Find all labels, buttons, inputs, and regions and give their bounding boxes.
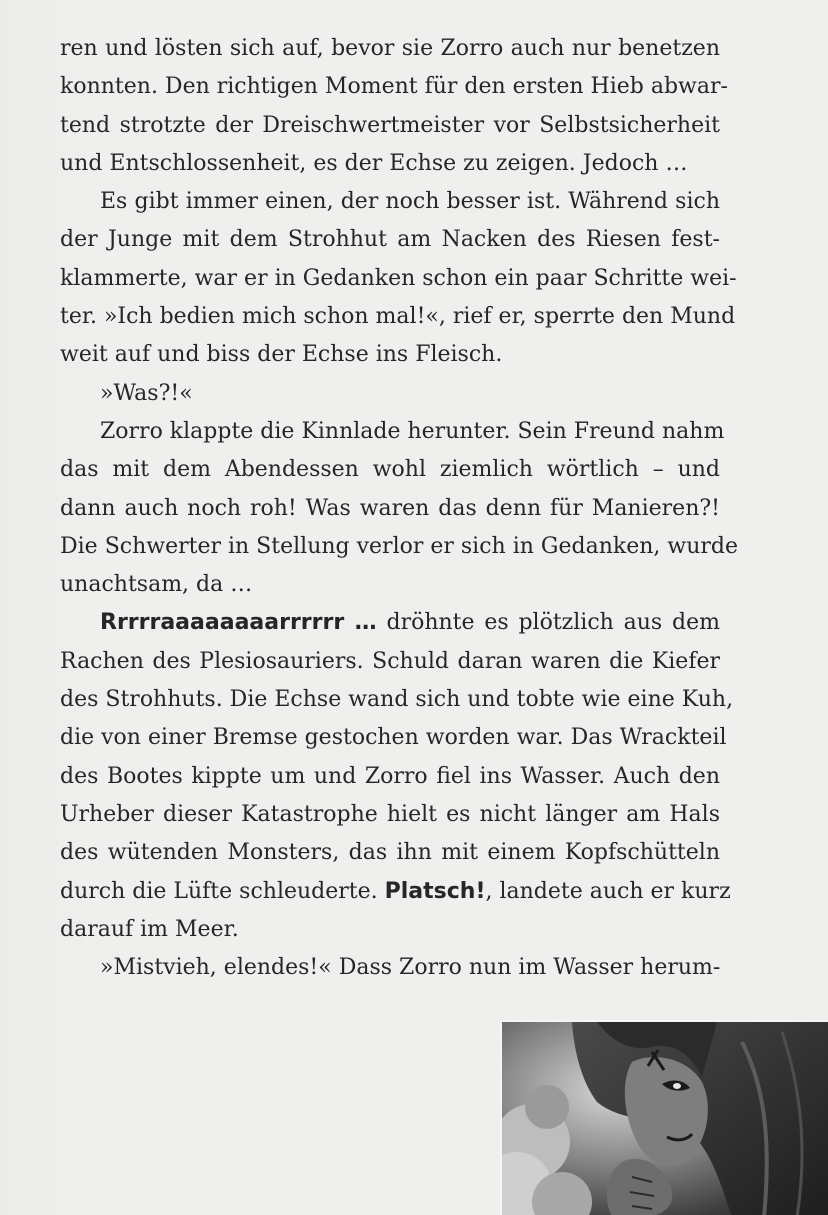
text-line: klammerte, war er in Gedanken schon ein paar Schritte wei- — [60, 265, 737, 291]
text-line: Die Schwerter in Stellung verlor er sich in Gedanken, wurde — [60, 533, 738, 559]
text-line: ren und lösten sich auf, bevor sie Zorro auch nur benetzen — [60, 36, 720, 61]
text-line: das mit dem Abendessen wohl ziemlich wörtlich – und — [60, 457, 720, 483]
text-line: Urheber dieser Katastrophe hielt es nicht länger am Hals — [60, 801, 720, 827]
text-line: des Strohhuts. Die Echse wand sich und tobte wie eine Kuh, — [60, 687, 734, 713]
text-line: dann auch noch roh! Was waren das denn für Manieren?! — [60, 495, 720, 521]
text-fragment: , landete auch er kurz — [485, 878, 731, 904]
text-line: Zorro klappte die Kinnlade herunter. Sein Freund nahm — [100, 418, 725, 444]
text-line: Es gibt immer einen, der noch besser ist. Während sich — [100, 189, 720, 215]
text-line: konnten. Den richtigen Moment für den ersten Hieb abwar- — [60, 74, 728, 100]
text-line-sfx — [60, 604, 720, 642]
sfx-splash: Platsch! — [384, 878, 486, 904]
text-line: der Junge mit dem Strohhut am Nacken des Riesen fest- — [60, 227, 720, 253]
text-line: des Bootes kippte um und Zorro fiel ins Wasser. Auch den — [60, 763, 720, 789]
text-line: ter. »Ich bedien mich schon mal!«, rief er, sperrte den Mund — [60, 304, 736, 330]
manga-illustration — [500, 1020, 828, 1215]
text-fragment: dröhnte es plötzlich aus dem — [386, 610, 720, 636]
text-line: weit auf und biss der Echse ins Fleisch. — [60, 342, 503, 368]
text-line: die von einer Bremse gestochen worden war. Das Wrackteil — [60, 725, 727, 751]
text-line-sfx — [60, 873, 731, 911]
text-line: darauf im Meer. — [60, 916, 239, 942]
sfx-roar: Rrrrraaaaaaaarrrrrr … — [100, 610, 377, 636]
body-text — [60, 30, 738, 987]
dialogue-line: »Was?!« — [100, 380, 193, 406]
text-line: Rachen des Plesiosauriers. Schuld daran waren die Kiefer — [60, 648, 720, 674]
text-fragment: durch die Lüfte schleuderte. — [60, 878, 378, 904]
text-line: unachtsam, da … — [60, 572, 253, 598]
text-line: des wütenden Monsters, das ihn mit einem Kopfschütteln — [60, 840, 720, 866]
character-illustration — [502, 1022, 828, 1215]
text-line: »Mistvieh, elendes!« Dass Zorro nun im Wasser herum- — [100, 955, 721, 981]
text-line: und Entschlossenheit, es der Echse zu zeigen. Jedoch … — [60, 150, 688, 176]
text-line: tend strotzte der Dreischwertmeister vor Selbstsicherheit — [60, 112, 720, 138]
